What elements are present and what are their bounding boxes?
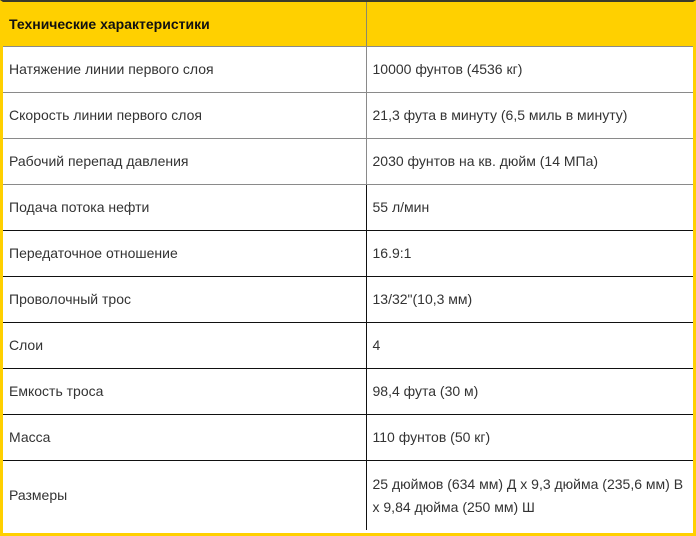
spec-label: Емкость троса — [3, 369, 366, 415]
table-row — [3, 461, 693, 531]
spec-label: Передаточное отношение — [3, 231, 366, 277]
header-specifications: Технические характеристики — [3, 2, 366, 47]
spec-value: 13/32"(10,3 мм) — [366, 277, 693, 323]
table-row — [3, 231, 693, 277]
spec-value: 55 л/мин — [366, 185, 693, 231]
spec-label: Рабочий перепад давления — [3, 139, 366, 185]
table-row — [3, 323, 693, 369]
spec-value: 10000 фунтов (4536 кг) — [366, 47, 693, 93]
table-row — [3, 139, 693, 185]
specifications-table — [3, 2, 693, 530]
spec-value: 4 — [366, 323, 693, 369]
spec-label: Проволочный трос — [3, 277, 366, 323]
spec-value: 98,4 фута (30 м) — [366, 369, 693, 415]
table-row — [3, 47, 693, 93]
spec-label: Скорость линии первого слоя — [3, 93, 366, 139]
table-row — [3, 93, 693, 139]
spec-label: Натяжение линии первого слоя — [3, 47, 366, 93]
spec-value: 2030 фунтов на кв. дюйм (14 МПа) — [366, 139, 693, 185]
table-header-row — [3, 2, 693, 47]
spec-label: Размеры — [3, 461, 366, 531]
header-value — [366, 2, 693, 47]
spec-label: Слои — [3, 323, 366, 369]
spec-value: 16.9:1 — [366, 231, 693, 277]
spec-label: Подача потока нефти — [3, 185, 366, 231]
spec-label: Масса — [3, 415, 366, 461]
spec-value: 110 фунтов (50 кг) — [366, 415, 693, 461]
table-row — [3, 415, 693, 461]
spec-value: 25 дюймов (634 мм) Д x 9,3 дюйма (235,6 мм) В x 9,84 дюйма (250 мм) Ш — [366, 461, 693, 531]
table-row — [3, 277, 693, 323]
table-row — [3, 185, 693, 231]
table-row — [3, 369, 693, 415]
spec-value: 21,3 фута в минуту (6,5 миль в минуту) — [366, 93, 693, 139]
